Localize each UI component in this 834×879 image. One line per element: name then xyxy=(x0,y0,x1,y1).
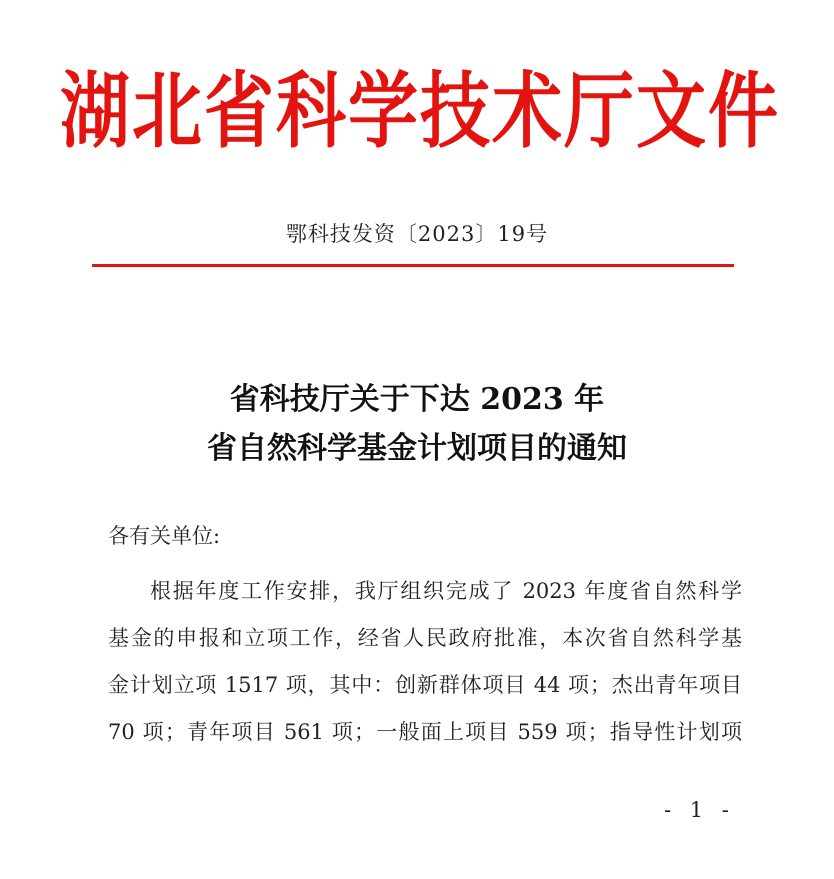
body-paragraph-line: 基金的申报和立项工作，经省人民政府批准，本次省自然科学基 xyxy=(108,626,742,650)
document-issuer-title: 湖北省科学技术厅文件 xyxy=(60,62,780,160)
red-divider-line xyxy=(92,264,734,267)
salutation: 各有关单位: xyxy=(108,524,221,548)
body-paragraph-line: 根据年度工作安排，我厅组织完成了 2023 年度省自然科学 xyxy=(150,579,742,603)
page-number: - 1 - xyxy=(664,798,735,822)
notice-title-line-2: 省自然科学基金计划项目的通知 xyxy=(207,431,627,466)
body-paragraph-line: 70 项；青年项目 561 项；一般面上项目 559 项；指导性计划项 xyxy=(108,720,742,744)
body-paragraph-line: 金计划立项 1517 项，其中：创新群体项目 44 项；杰出青年项目 xyxy=(108,673,742,697)
notice-title-line-1: 省科技厅关于下达 2023 年 xyxy=(229,382,605,417)
document-number: 鄂科技发资〔2023〕19号 xyxy=(285,222,549,246)
